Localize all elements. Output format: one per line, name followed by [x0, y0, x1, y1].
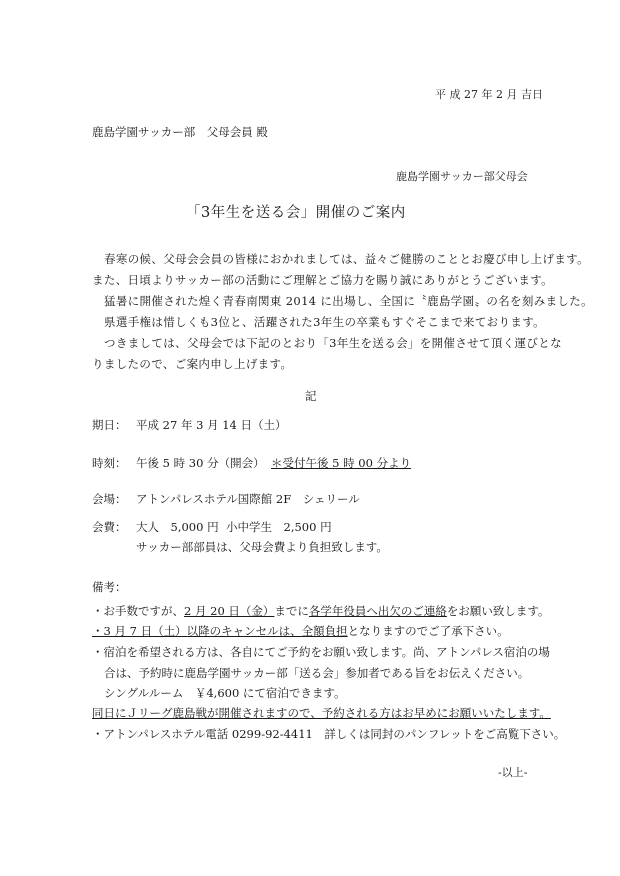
date-label: 期日：: [92, 418, 127, 432]
full-charge: 全額負担: [301, 624, 348, 638]
fee-adult: 大人 5,000 円: [136, 520, 219, 534]
note-text: をお願い致します。: [446, 604, 550, 618]
contact-instruction: 各学年役員へ出欠のご連絡: [308, 604, 447, 618]
body-line: 県選手権は惜しくも3位と、活躍された3年生の卒業もすぐそこまで来ております。: [104, 315, 546, 329]
body-line: 猛暑に開催された煌く青春南関東 2014 に出場し、全国に〝鹿島学園〟の名を刻みました。: [104, 294, 593, 308]
note-cancellation: [92, 624, 509, 638]
note-hotel-phone: ・アトンパレスホテル電話 0299-92-4411 詳しくは同封のパンフレットをご高覧下さい。: [92, 727, 566, 741]
time-label: 時刻：: [92, 456, 127, 470]
note-single-room: シングルルーム ￥4,600 にて宿泊できます。: [104, 686, 346, 700]
note-text: 以降のキャンセルは、: [186, 624, 302, 638]
note-early-booking: 同日にＪリーグ鹿島戦が開催されますので、予約される方はお早めにお願いいたします。: [92, 706, 551, 720]
fee-student: 小中学生 2,500 円: [226, 520, 332, 534]
note-lodging-cont: 合は、予約時に鹿島学園サッカー部「送る会」参加者である旨をお伝えください。: [104, 666, 530, 680]
cancellation-date: ・3 月 7 日（土）: [92, 624, 187, 638]
letter-date: 平 成 27 年 2 月 吉日: [435, 88, 543, 101]
addressee: 鹿島学園サッカー部 父母会員 殿: [92, 125, 268, 139]
body-line: りましたので、ご案内申し上げます。: [92, 357, 293, 371]
body-line: つきましては、父母会では下記のとおり「3年生を送る会」を開催させて頂く運びとな: [104, 336, 562, 350]
body-line: また、日頃よりサッカー部の活動にご理解とご協力を賜り誠にありがとうございます。: [92, 273, 553, 287]
note-text: までに: [274, 604, 309, 618]
fee-note: サッカー部部員は、父母会費より負担致します。: [136, 540, 388, 554]
venue-label: 会場：: [92, 492, 127, 506]
reception-time-note: ＊受付午後 5 時 00 分より: [271, 456, 412, 470]
time-value: 午後 5 時 30 分（開会）: [136, 456, 265, 470]
deadline-date: 2 月 20 日（金）: [184, 604, 275, 618]
page-title: 「3年生を送る会」開催のご案内: [186, 205, 406, 221]
closing-mark: -以上-: [498, 766, 528, 779]
sender: 鹿島学園サッカー部父母会: [396, 170, 528, 183]
note-text: となりますのでご了承下さい。: [347, 624, 509, 638]
note-lodging: ・宿泊を希望される方は、各自にてご予約をお願い致します。尚、アトンパレス宿泊の場: [92, 645, 550, 659]
date-value: 平成 27 年 3 月 14 日（土）: [136, 418, 287, 432]
note-deadline: [92, 604, 550, 618]
ki-heading: 記: [305, 389, 317, 403]
fee-label: 会費：: [92, 520, 127, 534]
body-line: 春寒の候、父母会会員の皆様におかれましては、益々ご健勝のこととお慶び申し上げます。: [104, 252, 589, 266]
note-text: ・お手数ですが、: [92, 604, 184, 618]
notes-title: 備考：: [92, 580, 127, 594]
venue-value: アトンパレスホテル国際館 2F シェリール: [136, 492, 360, 506]
